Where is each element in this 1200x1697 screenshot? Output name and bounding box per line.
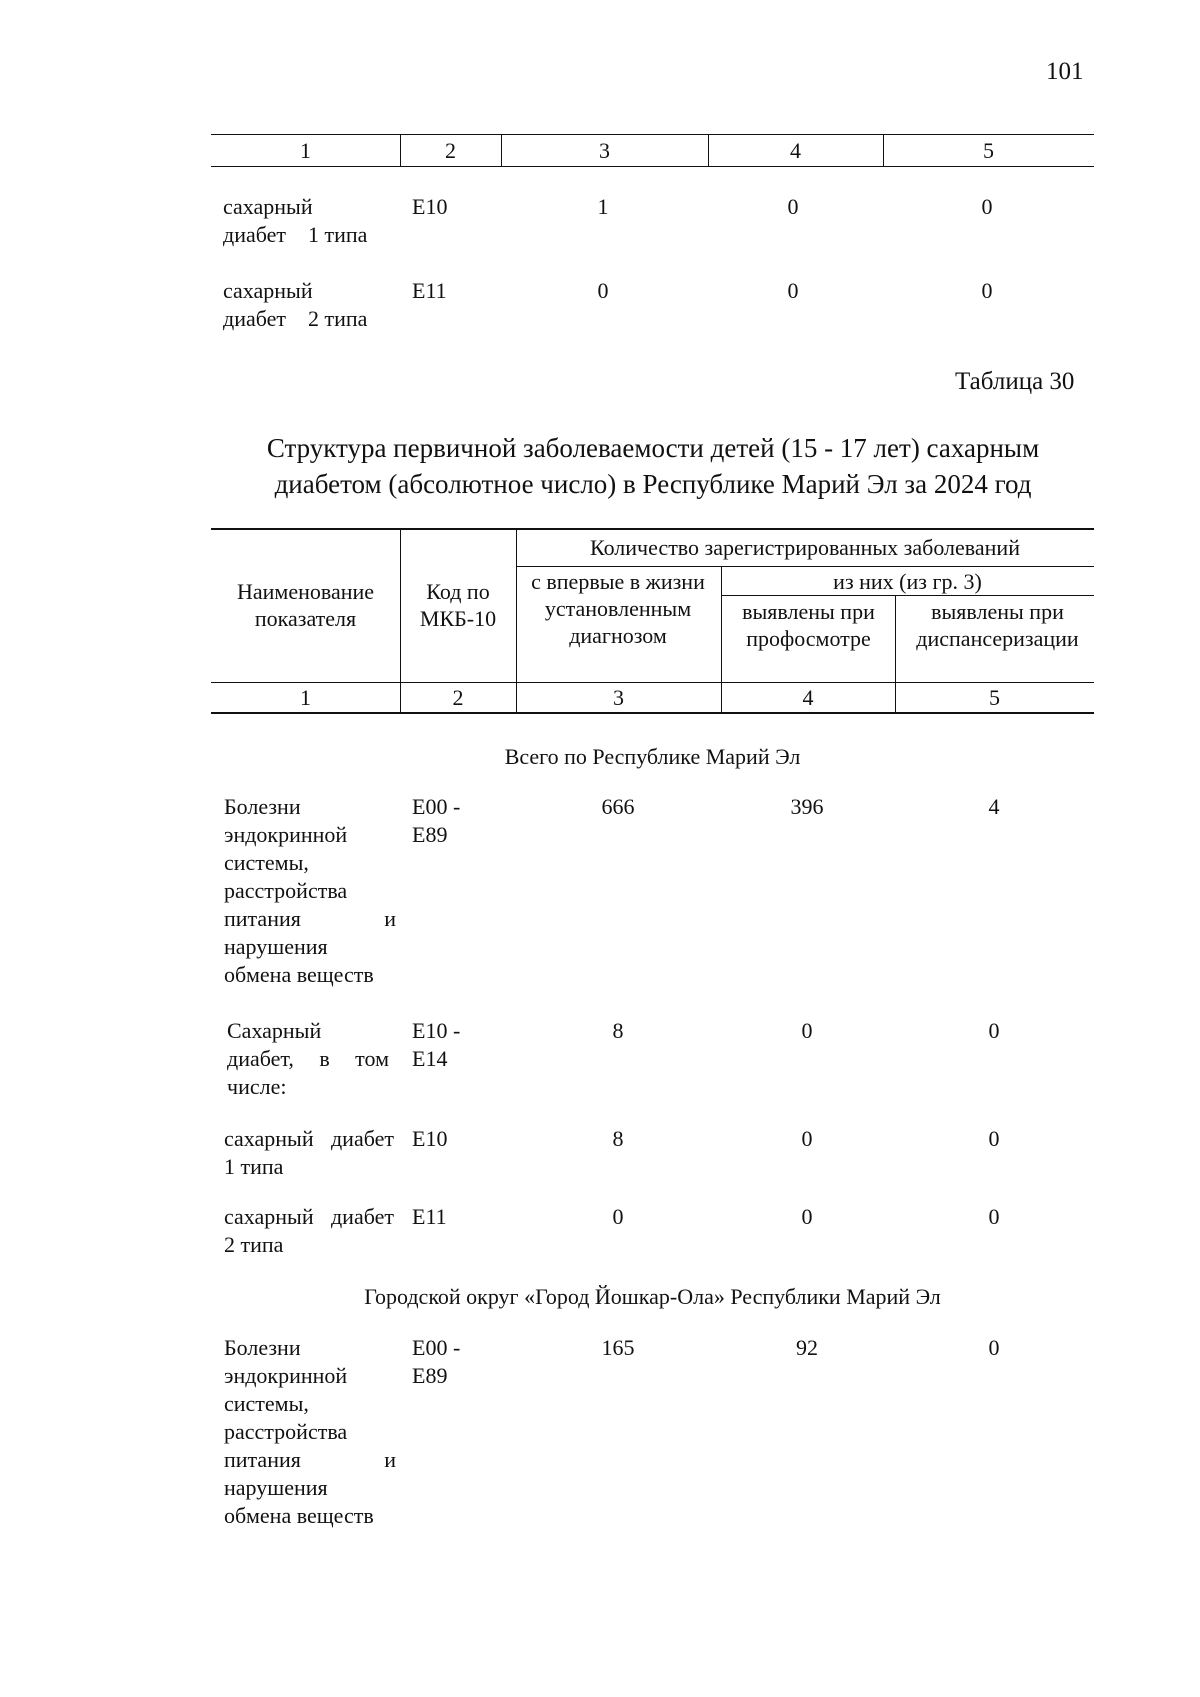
row-name: сахарный диабет 2 типа	[224, 1204, 394, 1257]
row-code-line2: E89	[412, 1363, 448, 1388]
row-code: E11	[412, 278, 447, 303]
row-code-line1: E00 -	[412, 794, 461, 819]
row-value-col4: 0	[801, 1018, 813, 1043]
row-code-line1: E10	[412, 1126, 448, 1151]
row-value-col5: 0	[981, 278, 993, 303]
row-value-col3: 165	[601, 1335, 635, 1360]
table-caption	[212, 430, 1094, 502]
row-name-line2: диабет 1 типа	[223, 222, 368, 247]
row-code: E10	[412, 194, 448, 219]
row-value-col5: 0	[981, 194, 993, 219]
row-value-col4: 0	[801, 1204, 813, 1229]
row-name-line1: сахарный	[223, 278, 313, 303]
caption-line-1: Структура первичной заболеваемости детей (15 - 17 лет) сахарным	[266, 433, 1040, 463]
header-number-3: 3	[613, 685, 624, 710]
col-number-2: 2	[445, 138, 456, 163]
section-title: Всего по Республике Марий Эл	[504, 744, 801, 769]
row-value-col4: 92	[796, 1335, 818, 1360]
row-code-line1: E11	[412, 1204, 447, 1229]
row-name: сахарный диабет 1 типа	[224, 1126, 394, 1179]
col-number-4: 4	[790, 138, 801, 163]
row-value-col3: 0	[612, 1204, 624, 1229]
header-number-1: 1	[300, 685, 311, 710]
row-name: Болезни эндокринной системы, расстройства питания и нарушения обмена веществ	[224, 1335, 396, 1528]
header-number-5: 5	[989, 685, 1000, 710]
row-name-line1: сахарный	[223, 194, 313, 219]
page-number: 101	[1046, 58, 1084, 85]
table-label: Таблица 30	[955, 368, 1075, 395]
continuation-column-numbers	[211, 134, 1094, 167]
header-col5: выявлены при диспансеризации	[916, 599, 1079, 651]
table-header	[211, 528, 1094, 714]
row-value-col4: 396	[790, 794, 824, 819]
row-code-line1: E10 -	[412, 1018, 461, 1043]
row-code-line2: E89	[412, 822, 448, 847]
row-name: Болезни эндокринной системы, расстройства питания и нарушения обмена веществ	[224, 794, 396, 987]
row-value-col4: 0	[787, 194, 799, 219]
row-code-line1: E00 -	[412, 1335, 461, 1360]
row-name: Сахарный диабет, в том числе:	[227, 1018, 389, 1099]
row-code-line2: E14	[412, 1046, 448, 1071]
col-number-5: 5	[983, 138, 994, 163]
section-title: Городской округ «Город Йошкар-Ола» Республики Марий Эл	[364, 1284, 941, 1309]
col-number-1: 1	[300, 138, 311, 163]
row-value-col3: 8	[612, 1126, 624, 1151]
header-group: Количество зарегистрированных заболеваний	[590, 535, 1020, 560]
row-value-col5: 0	[988, 1335, 1000, 1360]
header-subgroup: из них (из гр. 3)	[833, 569, 982, 594]
row-value-col4: 0	[801, 1126, 813, 1151]
row-value-col5: 4	[988, 794, 1000, 819]
header-number-2: 2	[452, 685, 464, 710]
header-col1: Наименование показателя	[236, 579, 375, 631]
header-col3: с впервые в жизни установленным диагнозом	[531, 569, 705, 648]
row-value-col5: 0	[988, 1018, 1000, 1043]
row-value-col3: 8	[612, 1018, 624, 1043]
caption-line-2: диабетом (абсолютное число) в Республике Марий Эл за 2024 год	[274, 469, 1032, 499]
row-value-col3: 1	[597, 194, 609, 219]
header-number-4: 4	[802, 685, 814, 710]
header-col2: Код по МКБ-10	[419, 579, 497, 631]
row-value-col5: 0	[988, 1204, 1000, 1229]
row-value-col4: 0	[787, 278, 799, 303]
row-name-line2: диабет 2 типа	[223, 306, 368, 331]
row-value-col3: 0	[597, 278, 609, 303]
col-number-3: 3	[599, 138, 610, 163]
header-col4: выявлены при профосмотре	[742, 599, 875, 651]
row-value-col5: 0	[988, 1126, 1000, 1151]
row-value-col3: 666	[601, 794, 635, 819]
